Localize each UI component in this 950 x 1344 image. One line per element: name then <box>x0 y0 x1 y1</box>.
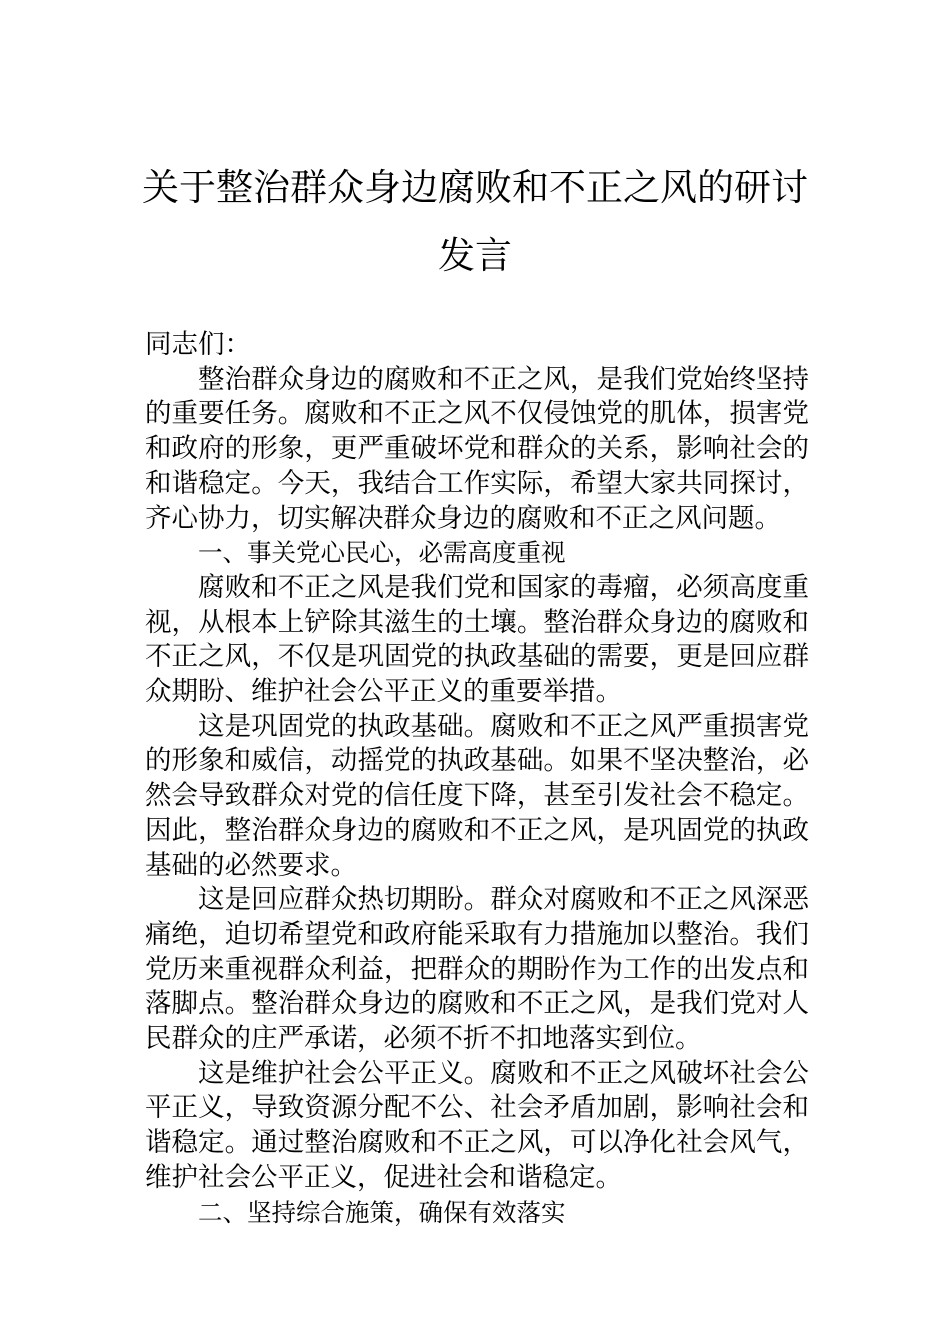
paragraph: 这是巩固党的执政基础。腐败和不正之风严重损害党的形象和威信，动摇党的执政基础。如果不坚决整治，必然会导致群众对党的信任度下降，甚至引发社会不稳定。因此，整治群众身边的腐败和不正之风，是巩固党的执政基础的必然要求。 <box>145 710 809 881</box>
section-heading-1: 一、事关党心民心，必需高度重视 <box>198 538 566 568</box>
paragraph: 这是维护社会公平正义。腐败和不正之风破坏社会公平正义，导致资源分配不公、社会矛盾加剧，影响社会和谐稳定。通过整治腐败和不正之风，可以净化社会风气，维护社会公平正义，促进社会和谐稳定。 <box>145 1057 809 1193</box>
paragraph: 腐败和不正之风是我们党和国家的毒瘤，必须高度重视，从根本上铲除其滋生的土壤。整治群众身边的腐败和不正之风，不仅是巩固党的执政基础的需要，更是回应群众期盼、维护社会公平正义的重要举措。 <box>145 571 809 708</box>
paragraph-intro: 整治群众身边的腐败和不正之风，是我们党始终坚持的重要任务。腐败和不正之风不仅侵蚀党的肌体，损害党和政府的形象，更严重破坏党和群众的关系，影响社会的和谐稳定。今天，我结合工作实际，希望大家共同探讨，齐心协力，切实解决群众身边的腐败和不正之风问题。 <box>145 363 809 534</box>
document-body <box>145 328 809 1230</box>
paragraph: 这是回应群众热切期盼。群众对腐败和不正之风深恶痛绝，迫切希望党和政府能采取有力措施加以整治。我们党历来重视群众利益，把群众的期盼作为工作的出发点和落脚点。整治群众身边的腐败和不正之风，是我们党对人民群众的庄严承诺，必须不折不扣地落实到位。 <box>145 884 809 1055</box>
document-title-line-1: 关于整治群众身边腐败和不正之风的研讨 <box>142 166 808 209</box>
section-heading-2: 二、坚持综合施策，确保有效落实 <box>198 1197 566 1227</box>
salutation: 同志们： <box>145 329 251 360</box>
document-title-line-2: 发言 <box>438 234 512 277</box>
